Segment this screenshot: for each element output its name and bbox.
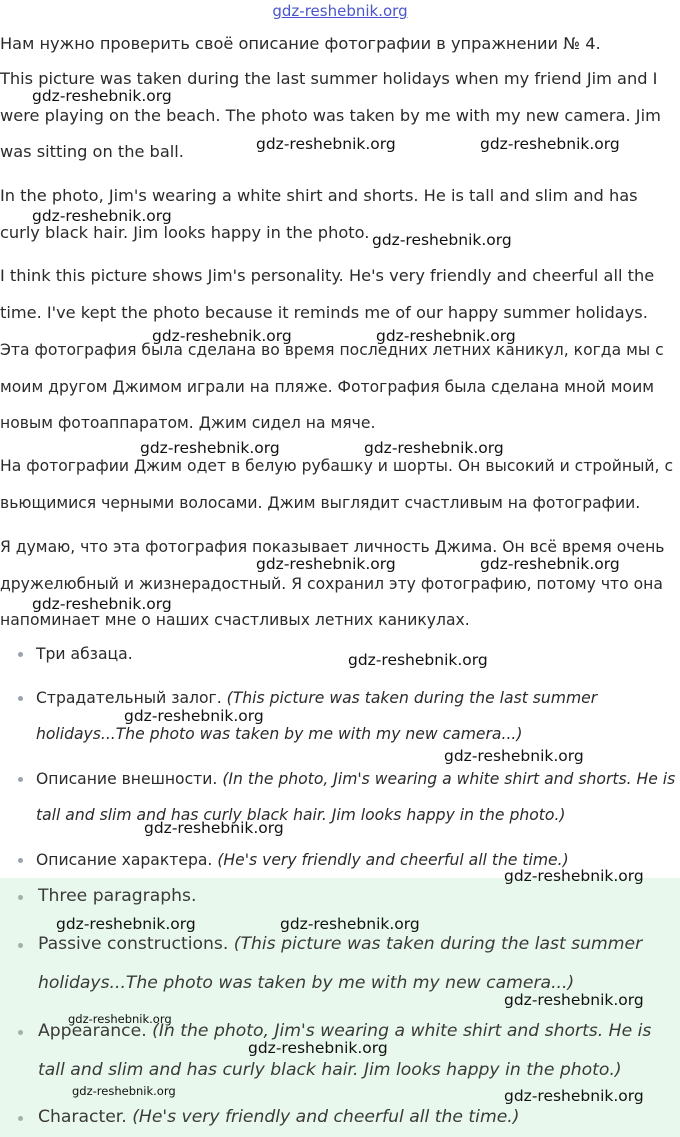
list-item bbox=[0, 680, 680, 752]
watermark-text: gdz-reshebnik.org bbox=[372, 231, 512, 249]
bullet-icon bbox=[18, 652, 23, 657]
bullet-icon bbox=[18, 777, 23, 782]
checklist-quote: (This picture was taken during the last summer holidays...The photo was taken by me with my new camera...) bbox=[38, 934, 643, 993]
watermark-text: gdz-reshebnik.org bbox=[256, 135, 396, 153]
watermark-text: gdz-reshebnik.org bbox=[32, 595, 172, 613]
bullet-icon bbox=[18, 1116, 23, 1121]
watermark-text: gdz-reshebnik.org bbox=[480, 555, 620, 573]
checklist-label: Описание характера. bbox=[36, 851, 218, 869]
bullet-icon bbox=[18, 895, 23, 900]
watermark-text: gdz-reshebnik.org bbox=[364, 439, 504, 457]
watermark-text: gdz-reshebnik.org bbox=[504, 991, 644, 1009]
watermark-text: gdz-reshebnik.org bbox=[152, 327, 292, 345]
watermark-text: gdz-reshebnik.org bbox=[280, 915, 420, 933]
watermark-text: gdz-reshebnik.org bbox=[32, 207, 172, 225]
english-paragraph-2: In the photo, Jim's wearing a white shirt and shorts. He is tall and slim and has curly black hair. Jim looks happy in the photo. bbox=[0, 186, 638, 242]
checklist-quote: (He's very friendly and cheerful all the time.) bbox=[217, 851, 569, 869]
watermark-text: gdz-reshebnik.org bbox=[124, 707, 264, 725]
watermark-text: gdz-reshebnik.org bbox=[256, 555, 396, 573]
watermark-text: gdz-reshebnik.org bbox=[480, 135, 620, 153]
watermark-text: gdz-reshebnik.org bbox=[248, 1039, 388, 1057]
checklist-quote: (In the photo, Jim's wearing a white shirt and shorts. He is tall and slim and has curly black hair. Jim looks happy in the photo.) bbox=[38, 1021, 652, 1080]
russian-paragraph-2: На фотографии Джим одет в белую рубашку и шорты. Он высокий и стройный, с вьющимися черными волосами. Джим выглядит счастливым на фотографии. bbox=[0, 457, 674, 512]
checklist-label: Описание внешности. bbox=[36, 770, 223, 788]
site-link[interactable]: gdz-reshebnik.org bbox=[272, 2, 408, 20]
russian-paragraph-1: Эта фотография была сделана во время последних летних каникул, когда мы с моим другом Джимом играли на пляже. Фотография была сделана мной моим новым фотоаппаратом. Джим сидел на мяче. bbox=[0, 341, 664, 432]
checklist-quote: (This picture was taken during the last summer holidays...The photo was taken by me with my new camera...) bbox=[36, 689, 598, 743]
bullet-icon bbox=[18, 1030, 23, 1035]
checklist-label: Три абзаца. bbox=[36, 645, 133, 663]
checklist-label: Character. bbox=[38, 1107, 133, 1127]
bullet-icon bbox=[18, 696, 23, 701]
watermark-text: gdz-reshebnik.org bbox=[348, 651, 488, 669]
watermark-text: gdz-reshebnik.org bbox=[56, 915, 196, 933]
checklist-label: Three paragraphs. bbox=[38, 886, 197, 906]
checklist-label: Страдательный залог. bbox=[36, 689, 227, 707]
intro-text: Нам нужно проверить своё описание фотографии в упражнении № 4. bbox=[0, 34, 601, 53]
checklist-label: Passive constructions. bbox=[38, 934, 234, 954]
watermark-text: gdz-reshebnik.org bbox=[504, 867, 644, 885]
bullet-icon bbox=[18, 943, 23, 948]
russian-paragraph-3: Я думаю, что эта фотография показывает личность Джима. Он всё время очень дружелюбный и жизнерадостный. Я сохранил эту фотографию, потому что она напоминает мне о наших счастливых летних каникулах. bbox=[0, 538, 665, 629]
watermark-text: gdz-reshebnik.org bbox=[32, 87, 172, 105]
english-paragraph-1: This picture was taken during the last summer holidays when my friend Jim and I were playing on the beach. The photo was taken by me with my new camera. Jim was sitting on the ball. bbox=[0, 69, 661, 161]
watermark-text: gdz-reshebnik.org bbox=[376, 327, 516, 345]
checklist-quote: (He's very friendly and cheerful all the time.) bbox=[132, 1107, 520, 1127]
watermark-text: gdz-reshebnik.org bbox=[140, 439, 280, 457]
watermark-text: gdz-reshebnik.org bbox=[444, 747, 584, 765]
checklist-quote: (In the photo, Jim's wearing a white shirt and shorts. He is tall and slim and has curly black hair. Jim looks happy in the photo.) bbox=[36, 770, 676, 824]
english-paragraph-3: I think this picture shows Jim's personality. He's very friendly and cheerful all the time. I've kept the photo because it reminds me of our happy summer holidays. bbox=[0, 266, 655, 322]
watermark-text: gdz-reshebnik.org bbox=[68, 1012, 172, 1026]
checklist-label: Appearance. bbox=[38, 1021, 153, 1041]
watermark-text: gdz-reshebnik.org bbox=[72, 1084, 176, 1098]
watermark-text: gdz-reshebnik.org bbox=[504, 1087, 644, 1105]
watermark-text: gdz-reshebnik.org bbox=[144, 819, 284, 837]
bullet-icon bbox=[18, 858, 23, 863]
list-item bbox=[0, 636, 680, 672]
list-item bbox=[0, 761, 680, 833]
